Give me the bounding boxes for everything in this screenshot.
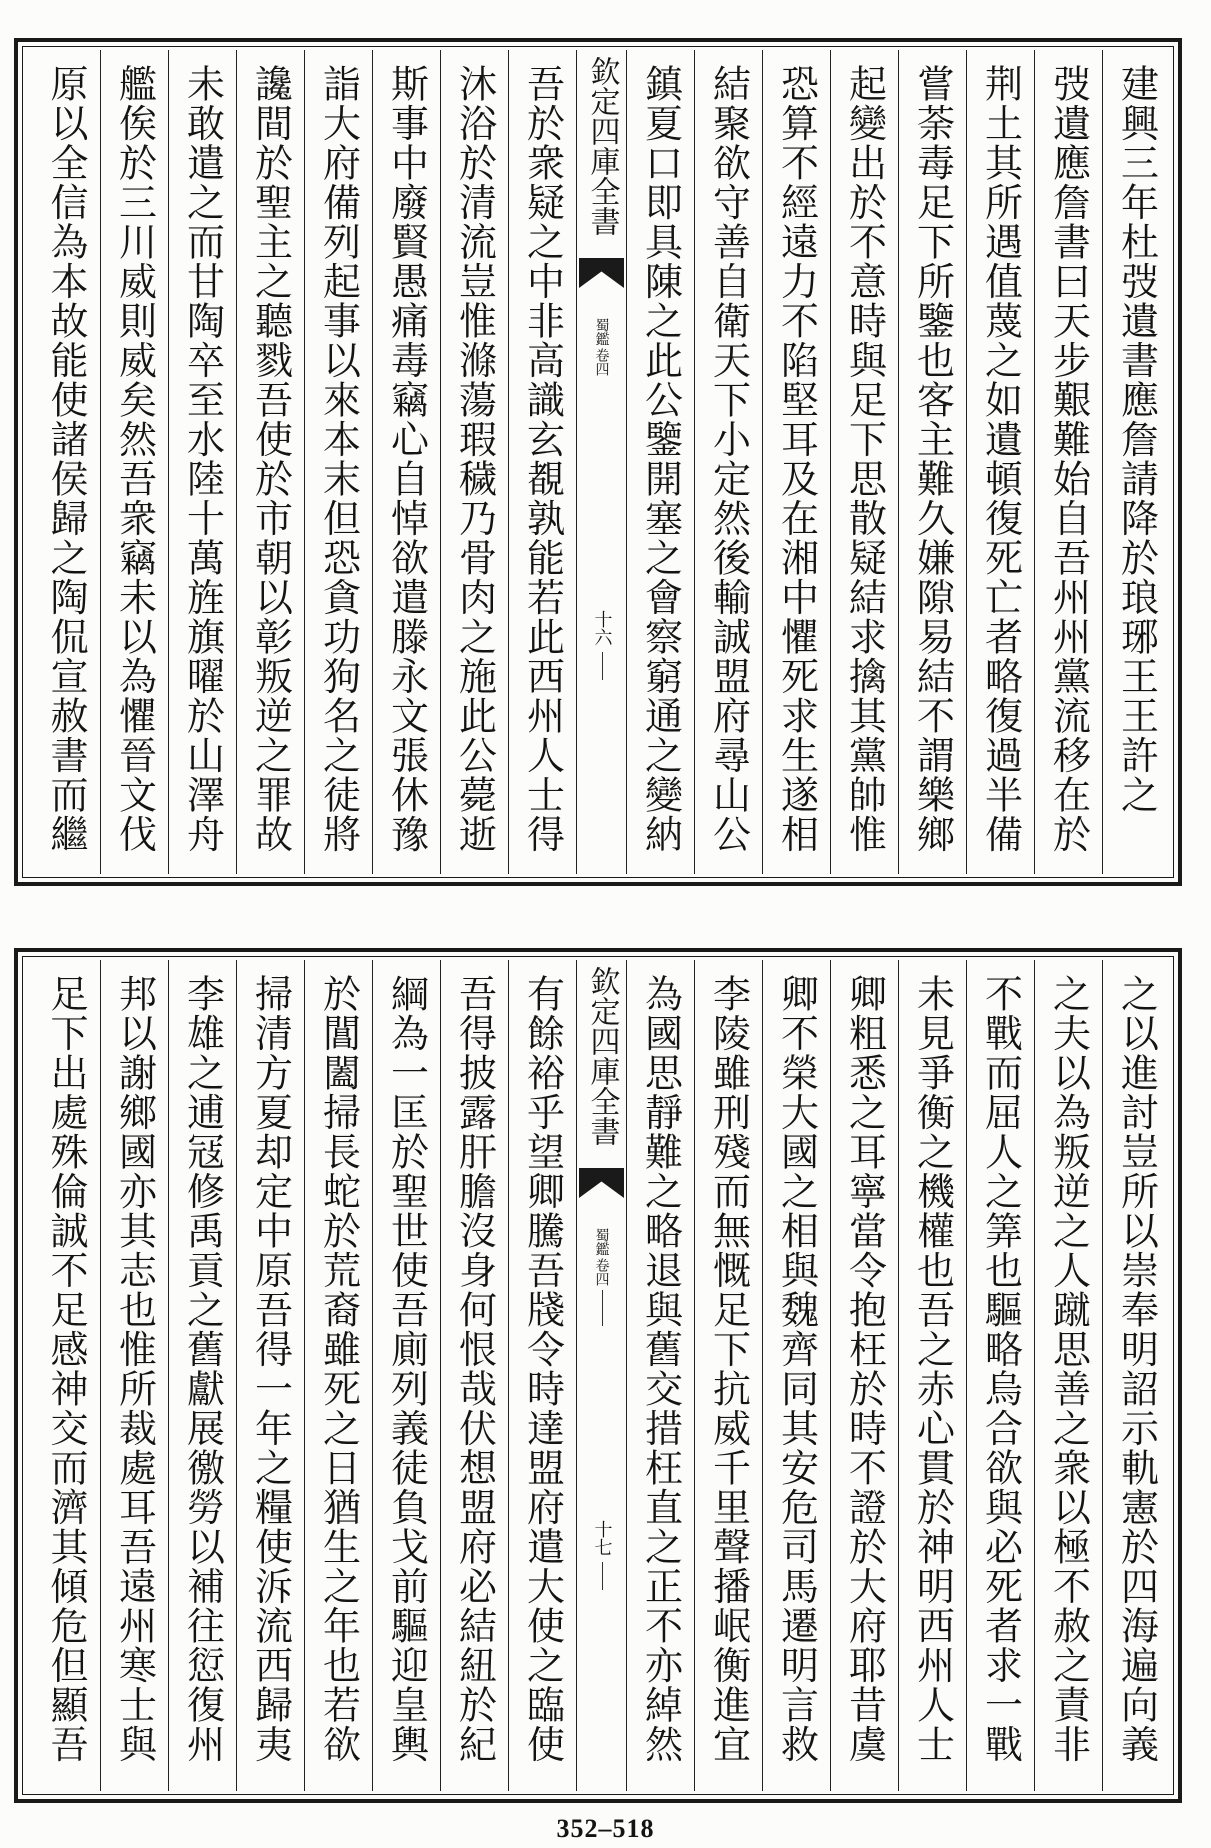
column-text: 之夫以為叛逆之人蹴思善之衆以極不赦之責非 — [1046, 974, 1091, 1764]
column-text: 未見爭衡之機權也吾之赤心貫於神明西州人士 — [910, 974, 955, 1764]
text-column — [304, 960, 372, 1791]
text-column — [966, 960, 1034, 1791]
column-text: 不戰而屈人之筭也驅略烏合欲與必死者求一戰 — [978, 974, 1023, 1764]
column-text: 吾於衆疑之中非高識玄覩孰能若此西州人士得 — [520, 64, 565, 854]
text-column — [1102, 960, 1170, 1791]
column-text: 李雄之逋冦修禹貢之舊獻展徼勞以補往愆復州 — [180, 974, 225, 1764]
top-page-frame — [14, 38, 1182, 886]
column-text: 邦以謝鄉國亦其志也惟所裁處耳吾遠州寒士與 — [112, 974, 157, 1764]
banxin-title: 欽定四庫全書 — [584, 966, 620, 1146]
text-column — [508, 960, 576, 1791]
column-text: 之以進討豈所以崇奉明詔示軌憲於四海遍向義 — [1114, 974, 1159, 1764]
column-text: 未敢遣之而甘陶卒至水陸十萬旌旗曜於山澤舟 — [180, 64, 225, 854]
text-column — [694, 50, 762, 874]
text-column — [830, 960, 898, 1791]
text-column — [168, 50, 236, 874]
fishtail-mark-icon — [579, 1168, 624, 1198]
folio-number: 十七 — [591, 1520, 613, 1556]
text-column — [762, 960, 830, 1791]
text-column — [1034, 960, 1102, 1791]
fishtail-mark-icon — [579, 258, 624, 288]
column-text: 荆土其所遇值蔑之如遺頓復死亡者略復過半備 — [978, 64, 1023, 854]
text-column — [898, 960, 966, 1791]
text-column — [168, 960, 236, 1791]
column-text: 結聚欲守善自衛天下小定然後輸誠盟府尋山公 — [706, 64, 751, 854]
text-column — [1034, 50, 1102, 874]
text-column — [626, 50, 694, 874]
text-column — [898, 50, 966, 874]
book-name: 蜀鑑 — [593, 318, 610, 346]
text-column — [694, 960, 762, 1791]
text-column — [32, 50, 100, 874]
text-column — [100, 50, 168, 874]
column-text: 斯事中廢賢愚痛毒竊心自悼欲遣滕永文張休豫 — [384, 64, 429, 854]
bottom-text-columns — [26, 960, 1170, 1791]
column-text: 弢遺應詹書曰天步艱難始自吾州州黨流移在於 — [1046, 64, 1091, 854]
column-text: 綱為一匡於聖世使吾廁列義徒負戈前驅迎皇輿 — [384, 974, 429, 1764]
volume-number: 卷四 — [593, 348, 610, 376]
text-column — [236, 50, 304, 874]
page-number: 352–518 — [556, 1814, 655, 1843]
column-text: 起變出於不意時與足下思散疑結求擒其黨帥惟 — [842, 64, 887, 854]
text-column — [830, 50, 898, 874]
text-column — [1102, 50, 1170, 874]
column-text: 艦俟於三川威則威矣然吾衆竊未以為懼晉文伐 — [112, 64, 157, 854]
text-column — [966, 50, 1034, 874]
bottom-page-frame — [14, 948, 1182, 1803]
column-text: 嘗荼毒足下所鑒也客主難久嫌隙易結不謂樂鄉 — [910, 64, 955, 854]
divider-tick — [602, 1290, 604, 1326]
column-text: 恐算不經遠力不陷堅耳及在湘中懼死求生遂相 — [774, 64, 819, 854]
column-text: 原以全信為本故能使諸侯歸之陶侃宣赦書而繼 — [44, 64, 88, 854]
book-name: 蜀鑑 — [593, 1228, 610, 1256]
text-column — [626, 960, 694, 1791]
text-column — [440, 960, 508, 1791]
text-column — [508, 50, 576, 874]
text-column — [440, 50, 508, 874]
text-column — [372, 50, 440, 874]
volume-label — [595, 1228, 609, 1286]
column-text: 於閶闔掃長蛇於荒裔雖死之日猶生之年也若欲 — [316, 974, 361, 1764]
banxin-title: 欽定四庫全書 — [584, 56, 620, 236]
center-fold-strip — [576, 50, 626, 874]
column-text: 沐浴於清流豈惟滌蕩瑕穢乃骨肉之施此公薨逝 — [452, 64, 497, 854]
column-text: 詣大府備列起事以來本末但恐貪功狗名之徒將 — [316, 64, 361, 854]
column-text: 有餘裕乎望卿騰吾牋令時達盟府遣大使之臨使 — [520, 974, 565, 1764]
divider-tick — [602, 1562, 604, 1590]
volume-number: 卷四 — [593, 1258, 610, 1286]
column-text: 足下出處殊倫誠不足感神交而濟其傾危但顯吾 — [44, 974, 88, 1764]
volume-label — [595, 318, 609, 376]
text-column — [762, 50, 830, 874]
column-text: 讒間於聖主之聽戮吾使於市朝以彰叛逆之罪故 — [248, 64, 293, 854]
column-text: 卿不榮大國之相與魏齊同其安危司馬遷明言救 — [774, 974, 819, 1764]
text-column — [236, 960, 304, 1791]
center-fold-strip — [576, 960, 626, 1791]
divider-tick — [602, 652, 604, 680]
column-text: 為國思靜難之略退與舊交措枉直之正不亦綽然 — [638, 974, 683, 1764]
column-text: 吾得披露肝膽沒身何恨哉伏想盟府必結紐於紀 — [452, 974, 497, 1764]
text-column — [32, 960, 100, 1791]
column-text: 建興三年杜弢遺書應詹請降於琅琊王王許之 — [1114, 64, 1159, 815]
top-text-columns — [26, 50, 1170, 874]
column-text: 李陵雖刑殘而無慨足下抗威千里聲播岷衡進宜 — [706, 974, 751, 1764]
text-column — [372, 960, 440, 1791]
column-text: 鎮夏口即具陳之此公鑒開塞之會察窮通之變納 — [638, 64, 683, 854]
text-column — [304, 50, 372, 874]
column-text: 掃清方夏却定中原吾得一年之糧使泝流西歸夷 — [248, 974, 293, 1764]
column-text: 卿粗悉之耳寧當令抱枉於時不證於大府耶昔虞 — [842, 974, 887, 1764]
folio-number: 十六 — [591, 610, 613, 646]
text-column — [100, 960, 168, 1791]
